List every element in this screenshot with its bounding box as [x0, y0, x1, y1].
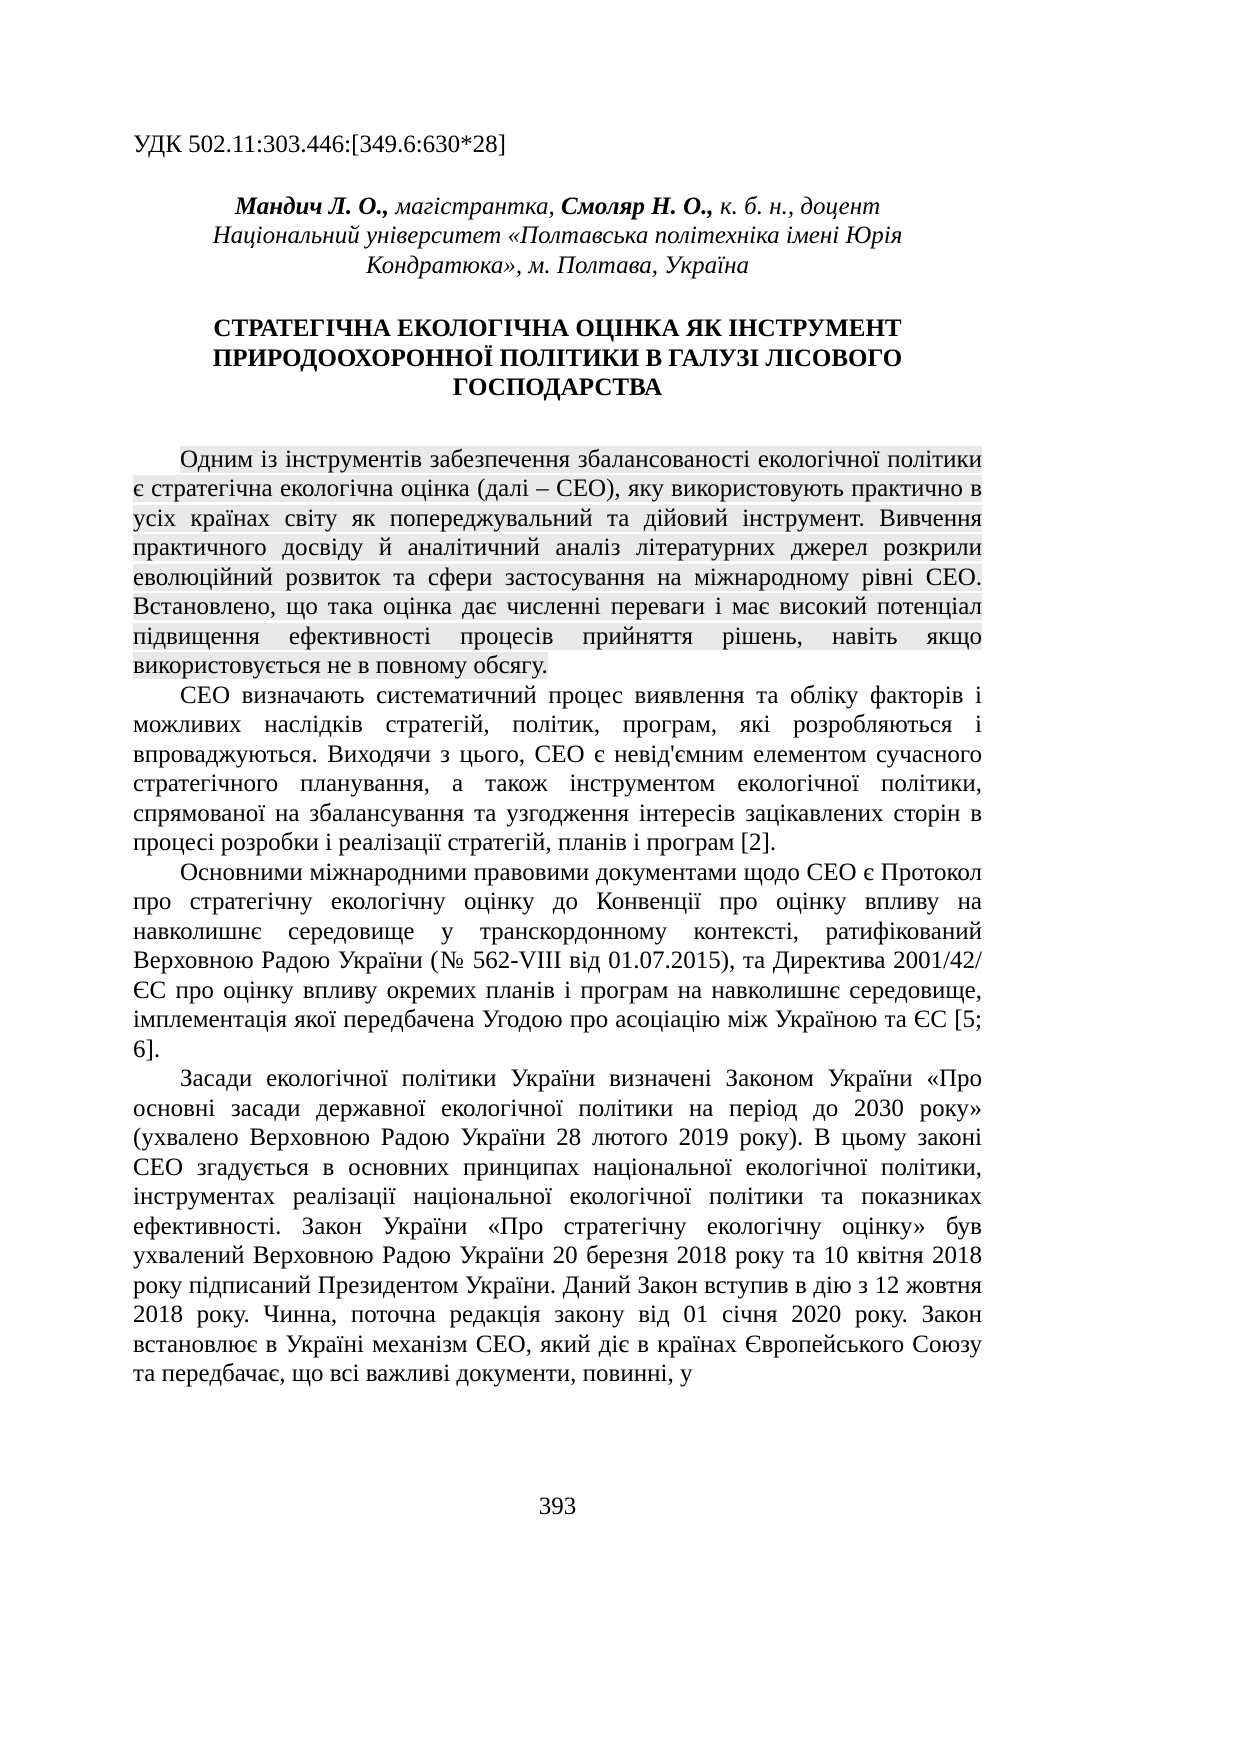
- paper-title: СТРАТЕГІЧНА ЕКОЛОГІЧНА ОЦІНКА ЯК ІНСТРУМЕНТ ПРИРОДООХОРОННОЇ ПОЛІТИКИ В ГАЛУЗІ ЛІСОВОГО ГОСПОДАРСТВА: [212, 315, 903, 401]
- paragraph: [133, 1064, 982, 1389]
- paragraph: [133, 445, 982, 681]
- page-number: 393: [538, 1493, 577, 1520]
- byline-authors-line: [133, 192, 982, 222]
- paragraph-text-1: СЕО визначають систематичний процес виявлення та обліку факторів і можливих наслідків стратегій, політик, програм, які розробляються і впроваджуються. Виходячи з цього, СЕО є невід'ємним елементом сучасного стратегічного планування, а також інструментом екологічної політики, спрямованої на збалансування та узгодження інтересів зацікавлених сторін в процесі розробки і реалізації стратегій, планів і програм [2].: [133, 681, 982, 856]
- udc-code: УДК 502.11:303.446:[349.6:630*28]: [133, 131, 506, 158]
- author-1-role: магістрантка,: [388, 192, 562, 220]
- author-2-name: Смоляр Н. О.,: [561, 192, 714, 220]
- paragraph: [133, 681, 982, 858]
- paragraph-text-3: Засади екологічної політики України визначені Законом України «Про основні засади державної екологічної політики на період до 2030 року» (ухвалено Верховною Радою України 28 лютого 2019 року). В цьому законі СЕО згадується в основних принципах національної екологічної політики, інструментах реалізації національної екологічної політики та показниках ефективності. Закон України «Про стратегічну екологічну оцінку» був ухвалений Верховною Радою України 20 березня 2018 року та 10 квітня 2018 року підписаний Президентом України. Даний Закон вступив в дію з 12 жовтня 2018 року. Чинна, поточна редакція закону від 01 січня 2020 року. Закон встановлює в Україні механізм СЕО, який діє в країнах Європейського Союзу та передбачає, що всі важливі документи, повинні, у: [133, 1065, 982, 1387]
- paragraph-text-2: Основними міжнародними правовими документами щодо СЕО є Протокол про стратегічну екологічну оцінку до Конвенції про оцінку впливу на навколишнє середовище у транскордонному контексті, ратифікований Верховною Радою України (№ 562-VIII від 01.07.2015), та Директива 2001/42/ЄС про оцінку впливу окремих планів і програм на навколишнє середовище, імплементація якої передбачена Угодою про асоціацію між Україною та ЄС [5; 6].: [133, 858, 982, 1063]
- paragraph-text-0: Одним із інструментів забезпечення збалансованості екологічної політики є стратегічна екологічна оцінка (далі – СЕО), яку використовують практично в усіх країнах світу як попереджувальний та дійовий інструмент. Вивчення практичного досвіду й аналітичний аналіз літературних джерел розкрили еволюційний розвиток та сфери застосування на міжнародному рівні СЕО. Встановлено, що така оцінка дає численні переваги і має високий потенціал підвищення ефективності процесів прийняття рішень, навіть якщо використовується не в повному обсягу.: [133, 445, 982, 679]
- author-2-role: к. б. н., доцент: [713, 192, 881, 220]
- byline: [133, 192, 982, 281]
- paragraph: [133, 858, 982, 1065]
- author-1-name: Мандич Л. О.,: [234, 192, 389, 220]
- affiliation: Національний університет «Полтавська політехніка імені Юрія Кондратюка», м. Полтава, Україна: [212, 222, 903, 279]
